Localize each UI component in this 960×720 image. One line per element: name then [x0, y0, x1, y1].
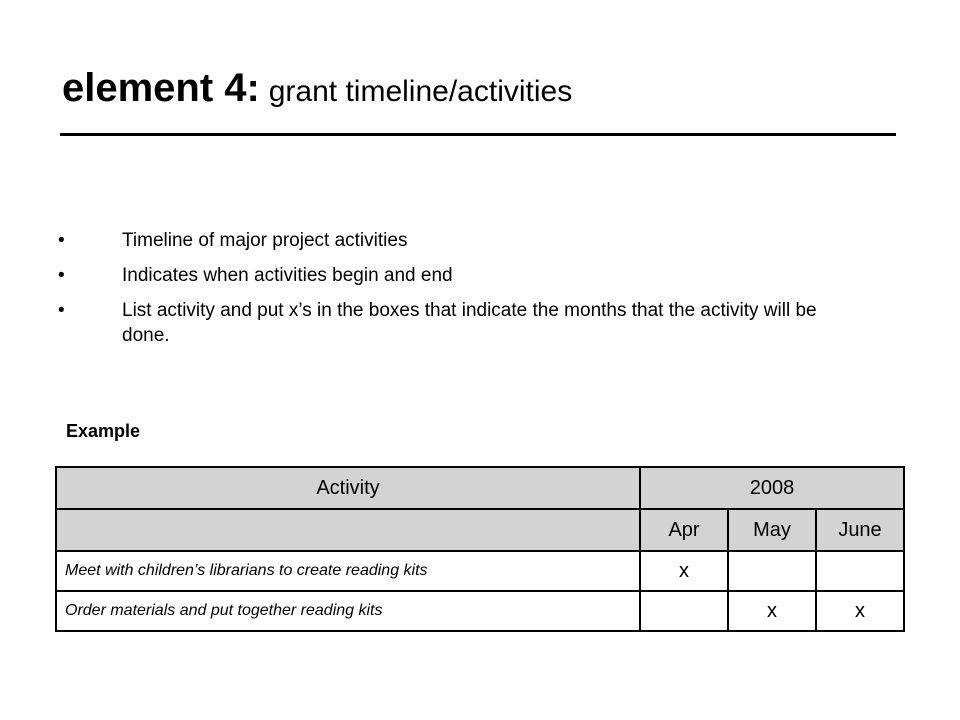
header-blank-cell	[56, 509, 640, 551]
month-cell: Apr	[640, 509, 728, 551]
bullet-item	[58, 228, 858, 253]
table-row	[56, 551, 904, 591]
mark-cell: x	[640, 551, 728, 591]
activity-cell: Meet with children’s librarians to create reading kits	[56, 551, 640, 591]
bullet-item	[58, 298, 858, 348]
mark-cell	[728, 551, 816, 591]
mark-cell: x	[816, 591, 904, 631]
example-label: Example	[66, 421, 141, 441]
bullet-text: Timeline of major project activities	[122, 230, 408, 251]
mark-cell	[816, 551, 904, 591]
mark-cell: x	[728, 591, 816, 631]
bullet-list	[58, 228, 858, 358]
title-topic: grant timeline/activities	[268, 75, 573, 108]
bullet-item	[58, 263, 858, 288]
month-cell: June	[816, 509, 904, 551]
mark-cell	[640, 591, 728, 631]
bullet-text: List activity and put x’s in the boxes that indicate the months that the activity will be done.	[122, 300, 817, 346]
title-element-number: element 4:	[62, 66, 260, 110]
bullet-dot: •	[58, 300, 65, 321]
slide-title	[62, 68, 572, 108]
timeline-table	[55, 466, 905, 632]
header-activity: Activity	[56, 467, 640, 509]
month-cell: May	[728, 509, 816, 551]
table-header-row	[56, 467, 904, 509]
bullet-text: Indicates when activities begin and end	[122, 265, 453, 286]
header-year: 2008	[640, 467, 904, 509]
table-month-row	[56, 509, 904, 551]
activity-cell: Order materials and put together reading kits	[56, 591, 640, 631]
bullet-dot: •	[58, 265, 65, 286]
table-row	[56, 591, 904, 631]
title-divider	[60, 133, 896, 136]
bullet-dot: •	[58, 230, 65, 251]
